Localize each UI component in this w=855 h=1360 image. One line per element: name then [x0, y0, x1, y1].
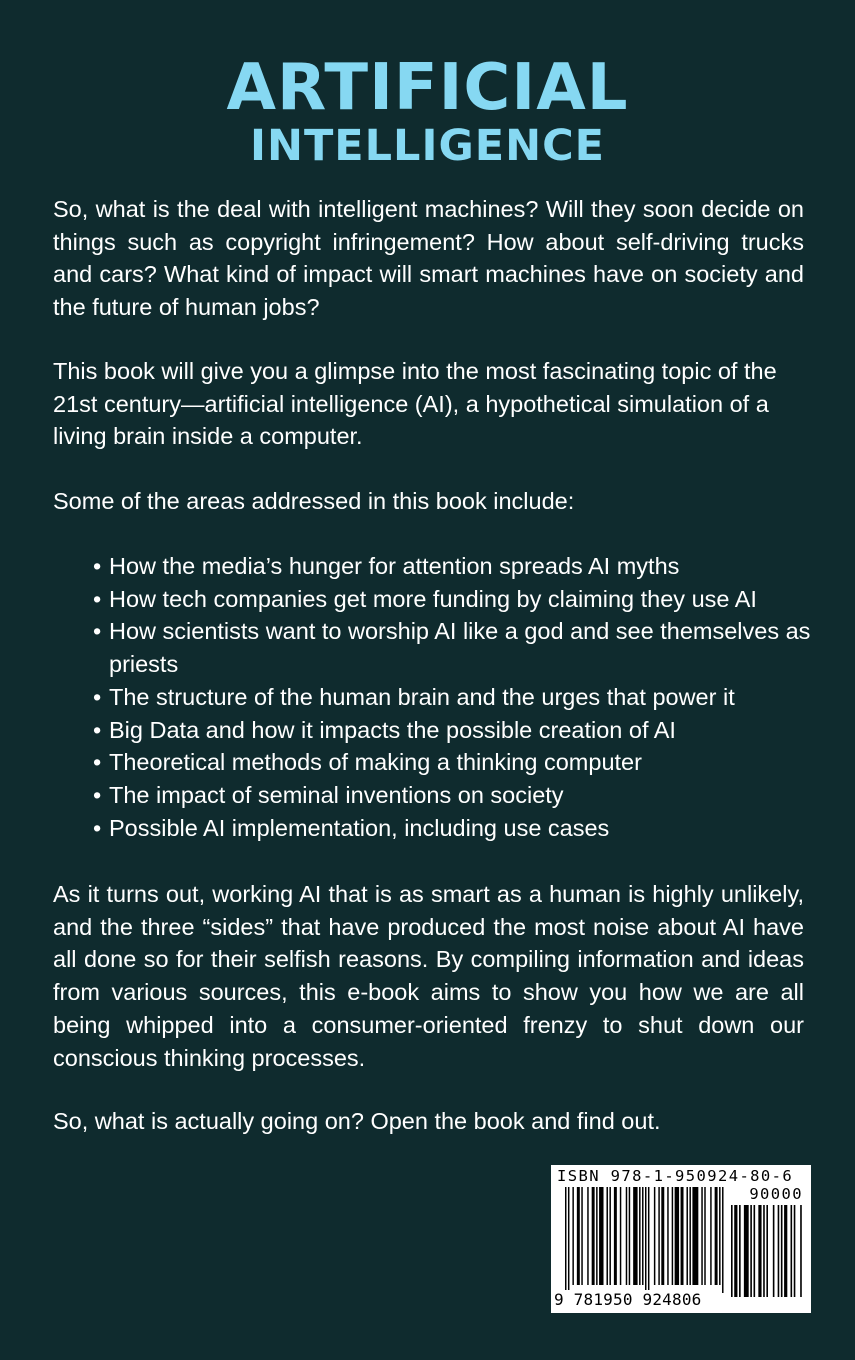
bullet-icon: •: [93, 553, 102, 579]
conclusion-paragraph: As it turns out, working AI that is as smart as a human is highly unlikely, and the three “sides” that have produced the most noise about AI have all done so for their selfish reasons. By compiling information and ideas from various sources, this e-book aims to show you how we are all being whipped into a consumer-oriented frenzy to shut down our conscious thinking processes.: [53, 881, 804, 1071]
barcode-bar: [701, 1187, 702, 1285]
list-item-text: How scientists want to worship AI like a god and see themselves as priests: [109, 618, 811, 678]
list-item-text: How the media’s hunger for attention spreads AI myths: [109, 553, 680, 579]
list-item-text: The structure of the human brain and the urges that power it: [109, 683, 735, 710]
bullet-icon: •: [93, 814, 102, 841]
list-item-text: Possible AI implementation, including use cases: [109, 814, 610, 841]
ean-barcode-bars: [565, 1187, 725, 1293]
closing-paragraph: So, what is actually going on? Open the book and find out.: [53, 1108, 661, 1134]
barcode-bar: [661, 1187, 664, 1285]
barcode-bar: [704, 1187, 705, 1285]
isbn-barcode: [551, 1165, 811, 1313]
list-item: [93, 812, 833, 845]
barcode-bar: [773, 1205, 775, 1297]
barcode-bar: [565, 1187, 566, 1293]
barcode-bar: [750, 1205, 752, 1297]
barcode-bar: [614, 1187, 617, 1285]
barcode-bar: [734, 1205, 737, 1297]
barcode-bar: [633, 1187, 637, 1285]
barcode-bar: [672, 1187, 673, 1285]
areas-intro-paragraph: Some of the areas addressed in this book include:: [53, 488, 575, 514]
barcode-bar: [681, 1187, 684, 1285]
barcode-bar: [675, 1187, 679, 1285]
barcode-bar: [778, 1205, 780, 1297]
barcode-bar: [645, 1187, 646, 1293]
title-line-artificial: ARTIFICIAL: [226, 51, 629, 125]
bullet-icon: •: [93, 683, 102, 710]
barcode-bar: [568, 1187, 569, 1293]
barcode-bar: [629, 1187, 630, 1285]
list-item-text: Theoretical methods of making a thinking computer: [109, 749, 642, 776]
list-item-text: The impact of seminal inventions on society: [109, 781, 564, 808]
list-item-text: Big Data and how it impacts the possible creation of AI: [109, 716, 676, 743]
barcode-bar: [754, 1205, 756, 1297]
barcode-bar: [587, 1187, 588, 1285]
barcode-bar: [744, 1205, 749, 1297]
barcode-bar: [606, 1187, 607, 1285]
barcode-bar: [794, 1205, 796, 1297]
barcode-bar: [581, 1187, 582, 1285]
barcode-bar: [620, 1187, 621, 1285]
barcode-bar: [781, 1205, 783, 1297]
book-title: [0, 52, 855, 170]
isbn-label: ISBN 978-1-950924-80-6: [557, 1167, 794, 1185]
list-item: [93, 550, 833, 583]
barcode-bar: [758, 1205, 761, 1297]
barcode-bar: [577, 1187, 580, 1285]
bullet-icon: •: [93, 749, 102, 776]
list-item: [93, 615, 833, 680]
barcode-bar: [689, 1187, 690, 1285]
ean-digits: 9 781950 924806: [554, 1290, 702, 1309]
barcode-bar: [592, 1187, 595, 1285]
bullet-icon: •: [93, 618, 102, 645]
list-item: [93, 779, 833, 812]
barcode-bar: [722, 1187, 723, 1293]
title-line-intelligence: INTELLIGENCE: [249, 121, 606, 171]
barcode-bar: [642, 1187, 643, 1285]
topics-list: [93, 550, 833, 844]
bullet-icon: •: [93, 716, 102, 743]
barcode-bar: [572, 1187, 573, 1285]
barcode-bar: [599, 1187, 603, 1285]
glimpse-paragraph: This book will give you a glimpse into the most fascinating topic of the 21st century—artificial intelligence (AI), a hypothetical simulation of a living brain inside a computer.: [53, 358, 777, 450]
barcode-bar: [626, 1187, 627, 1285]
list-item: [93, 583, 833, 616]
barcode-bar: [692, 1187, 698, 1285]
intro-paragraph: So, what is the deal with intelligent machines? Will they soon decide on things such as copyright infringement? How about self-driving trucks and cars? What kind of impact will smart machines have on society and the future of human jobs?: [53, 196, 804, 321]
barcode-bar: [715, 1187, 718, 1285]
barcode-bar: [739, 1205, 741, 1297]
barcode-bar: [609, 1187, 610, 1285]
list-item: [93, 681, 833, 714]
list-item: [93, 714, 833, 747]
barcode-bar: [639, 1187, 640, 1285]
barcode-bar: [596, 1187, 597, 1285]
barcode-bar: [658, 1187, 659, 1285]
list-item: [93, 746, 833, 779]
bullet-icon: •: [93, 585, 102, 612]
barcode-bar: [686, 1187, 687, 1285]
barcode-bar: [791, 1205, 793, 1297]
barcode-bar: [800, 1205, 802, 1297]
barcode-bar: [648, 1187, 649, 1293]
addon-barcode-bars: [731, 1205, 805, 1305]
barcode-bar: [763, 1205, 765, 1297]
price-code: 90000: [749, 1185, 803, 1203]
list-item-text: How tech companies get more funding by claiming they use AI: [109, 585, 757, 612]
barcode-bar: [667, 1187, 668, 1285]
barcode-bar: [719, 1187, 720, 1285]
barcode-bar: [766, 1205, 768, 1297]
barcode-bar: [784, 1205, 787, 1297]
barcode-bar: [654, 1187, 655, 1285]
bullet-icon: •: [93, 781, 102, 808]
barcode-bar: [731, 1205, 733, 1297]
barcode-bar: [710, 1187, 711, 1285]
